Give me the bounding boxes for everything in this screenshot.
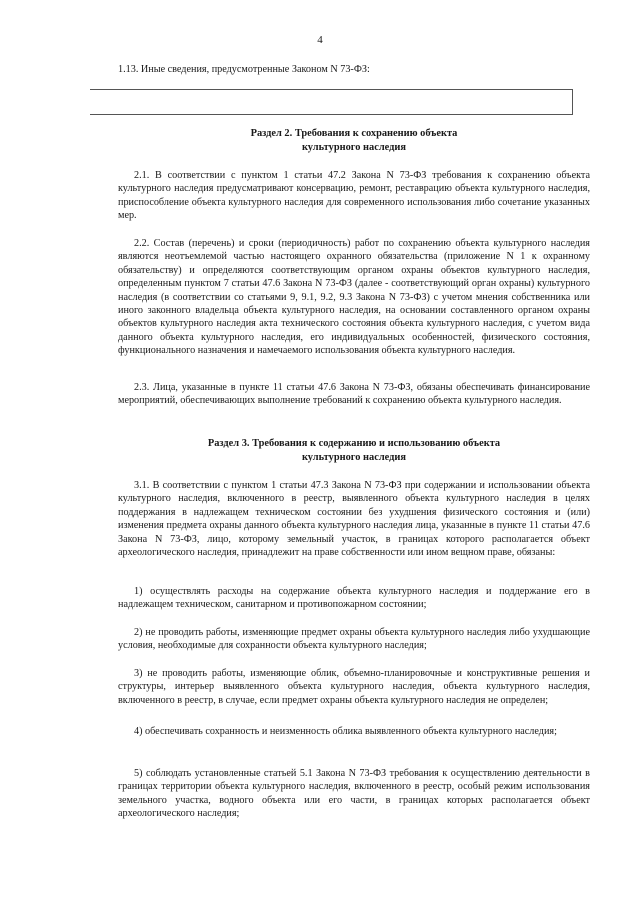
list-item-4: 4) обеспечивать сохранность и неизменность облика выявленного объекта культурного наследия; xyxy=(134,726,557,737)
section-2-title xyxy=(118,127,590,155)
page-number: 4 xyxy=(317,34,323,46)
paragraph-2-1: 2.1. В соответствии с пунктом 1 статьи 47.2 Закона N 73-ФЗ требования к сохранению объекта культурного наследия предусматривают консервацию, ремонт, реставрацию объекта культурного наследия, приспособление объекта культурного наследия для современного использования либо сочетание указанных мер. xyxy=(118,170,590,222)
list-item-5: 5) соблюдать установленные статьей 5.1 Закона N 73-ФЗ требования к осуществлению деятельности в границах территории объекта культурного наследия, включенного в реестр, особый режим использования земельного участка, водного объекта или его части, в границах которых располагается объект археологического наследия; xyxy=(118,768,590,820)
item-1-13: 1.13. Иные сведения, предусмотренные Законом N 73-ФЗ: xyxy=(118,64,370,75)
paragraph-2-2: 2.2. Состав (перечень) и сроки (периодичность) работ по сохранению объекта культурного наследия являются неотъемлемой частью настоящего охранного обязательства (приложение N 1 к охранному обязательству) и определяются соответствующим органом охраны объектов культурного наследия, определенным пунктом 7 статьи 47.6 Закона N 73-ФЗ (далее - соответствующий орган охраны) культурного наследия (в соответствии со статьями 9, 9.1, 9.2, 9.3 Закона N 73-ФЗ) с учетом мнения собственника или иного законного владельца объекта культурного наследия, на основании составленного органом охраны объектов культурного наследия акта технического состояния объекта культурного наследия, с учетом вида данного объекта культурного наследия, его индивидуальных особенностей, физического состояния, функционального назначения и намечаемого использования объекта культурного наследия. xyxy=(118,238,590,357)
section-3-title-line1: Раздел 3. Требования к содержанию и использованию объекта xyxy=(207,438,501,449)
list-item-2: 2) не проводить работы, изменяющие предмет охраны объекта культурного наследия либо ухудшающие условия, необходимые для сохранности объекта культурного наследия; xyxy=(118,627,590,652)
paragraph-3-1: 3.1. В соответствии с пунктом 1 статьи 47.3 Закона N 73-ФЗ при содержании и использовании объекта культурного наследия, включенного в реестр, выявленного объекта культурного наследия в целях поддержания в надлежащем техническом состоянии без ухудшения физического состояния и (или) изменения предмета охраны данного объекта культурного наследия лица, указанные в пункте 11 статьи 47.6 Закона N 73-ФЗ, лицо, которому земельный участок, в границах которого располагается объект археологического наследия, принадлежит на праве собственности или ином вещном праве, обязаны: xyxy=(118,480,590,559)
empty-field-box xyxy=(90,89,573,115)
section-3-title xyxy=(118,437,590,465)
field-box-left-edge xyxy=(90,89,98,90)
paragraph-2-3: 2.3. Лица, указанные в пункте 11 статьи 47.6 Закона N 73-ФЗ, обязаны обеспечивать финансирование мероприятий, обеспечивающих выполнение требований к сохранению объекта культурного наследия. xyxy=(118,382,590,407)
section-3-title-line2: культурного наследия xyxy=(301,452,407,463)
section-2-title-line1: Раздел 2. Требования к сохранению объекта xyxy=(250,128,458,139)
list-item-3: 3) не проводить работы, изменяющие облик, объемно-планировочные и конструктивные решения и структуры, интерьер выявленного объекта культурного наследия, объекта культурного наследия, включенного в реестр, в случае, если предмет охраны объекта культурного наследия не определен; xyxy=(118,668,590,706)
list-item-1: 1) осуществлять расходы на содержание объекта культурного наследия и поддержание его в надлежащем техническом, санитарном и противопожарном состоянии; xyxy=(118,586,590,611)
section-2-title-line2: культурного наследия xyxy=(301,142,407,153)
